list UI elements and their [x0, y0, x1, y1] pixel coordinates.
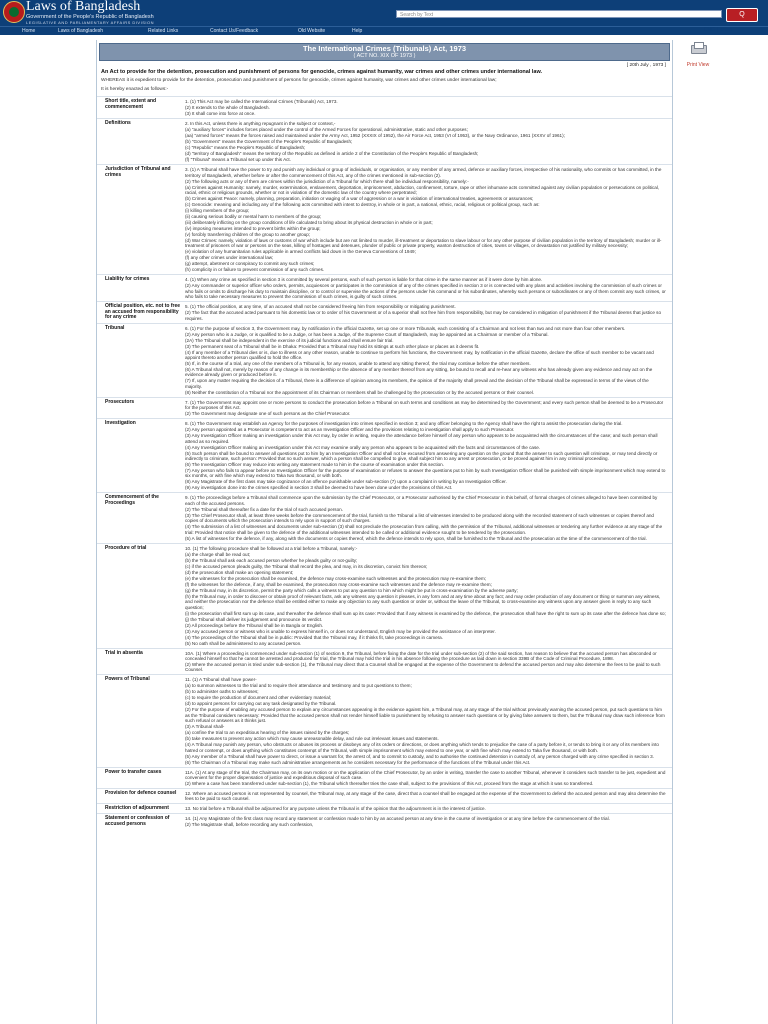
nav-old-website[interactable]: Old Website [298, 28, 326, 34]
section-clause: (2) The Government may designate one of such persons as the Chief Prosecutor. [185, 411, 351, 417]
section-clause: (5) No oath shall be administered to any accused person. [185, 640, 302, 646]
act-number: ( ACT NO. XIX OF 1973 ) [353, 53, 416, 59]
section-title: Procedure of trial [105, 544, 147, 551]
act-date: [ 20th July , 1973 ] [626, 63, 666, 68]
section-clause: (ii) causing serious bodily or mental harm to members of the group; [185, 214, 322, 219]
section-clause: (5) Any member of a Tribunal shall have power to direct, or issue a warrant for, the arrest of, and to commit to custody, and to authorise the continued detention in custody of, any person charged with any crime specified in section 3. [185, 753, 654, 759]
section-body [185, 770, 672, 787]
section-title: Trial in absentia [105, 649, 143, 656]
section-row [97, 788, 672, 803]
section-title: Statement or confession of accused persons [105, 815, 170, 827]
section-clause: (g) the Tribunal may, in its discretion, permit the party which calls a witness to put any question to him which might be put in cross-examination by the adverse party; [185, 587, 518, 593]
section-clause: (a) the charge shall be read out; [185, 551, 251, 557]
lang-english[interactable]: ENG [704, 27, 715, 33]
section-body [185, 806, 672, 812]
section-clause: 1. (1) This Act may be called the International Crimes (Tribunals) Act, 1973. [185, 99, 338, 105]
section-body [185, 651, 672, 674]
section-clause: (a) "auxiliary forces" includes forces placed under the control of the Armed Forces for operational, administrative, static and other purposes; [185, 127, 468, 133]
section-clause: (4) A Tribunal may punish any person, who obstructs or abuses its process or disobeys any of its orders or directions, or does anything which tends to prejudice the case of a party before it, or tends to bring it or any of its members into hatred or contempt, or does anything which constitutes contempt of the Tribunal, with simple imprisonment which may extend to one year, or with fine which may extend to Taka five thousand, or with both. [185, 742, 659, 753]
section-clause: 10. (1) The following procedure shall be followed at a trial before a Tribunal, namely:- [185, 545, 358, 551]
section-row [97, 274, 672, 301]
section-row [97, 492, 672, 542]
section-clause: (i) killing members of the group; [185, 208, 250, 213]
section-clause: (3) It shall come into force at once. [185, 111, 256, 117]
print-view-link[interactable] [678, 42, 718, 68]
section-clause: 5. (1) The official position, at any time, of an accused shall not be considered freeing him from responsibility or mitigating punishment. [185, 304, 456, 310]
section-title: Restriction of adjournment [105, 805, 169, 812]
section-clause: (iii) deliberately inflicting on the group conditions of life calculated to bring about its physical destruction in whole or in part; [185, 220, 433, 225]
section-clause: (b) the Tribunal shall ask each accused person whether he pleads guilty or not-guilty; [185, 557, 358, 563]
section-clause: 8. (1) The Government may establish an Agency for the purposes of investigation into crimes specified in section 3; and any officer belonging to the Agency shall have the right to assist the prosecution during the trial. [185, 421, 623, 427]
section-clause: (3) Any Investigation Officer making an investigation under this Act may, by order in writing, require the attendance before himself of any person who appears to be acquainted with the circumstances of the case; and such person shall attend as so required. [185, 433, 658, 444]
section-clause: (d) War Crimes: namely, violation of laws or customs of war which include but are not limited to murder, ill-treatment or deportation to slave labour or for any other purpose of civilian population in the territory of Bangladesh; murder or ill-treatment of prisoners of war or persons on the seas, killing of hostages and detenues, plunder of public or private property, wanton destruction of cities, towns or villages, or devastation not justified by military necessity; [185, 238, 662, 249]
section-clause: (2) The Magistrate shall, before recording any such confession, [185, 822, 314, 828]
section-clause: 4. (1) When any crime as specified in section 3 is committed by several persons, each of such person is liable for that crime in the same manner as if it were done by him alone. [185, 277, 543, 283]
section-clause: 7. (1) The Government may appoint one or more persons to conduct the prosecution before a Tribunal on such terms and conditions as may be determined by the Government; and every such person shall be deemed to be a Prosecutor for the purposes of this Act. [185, 399, 664, 411]
main-nav [0, 26, 768, 35]
section-clause: (d) to appoint persons for carrying out any task designated by the Tribunal. [185, 701, 337, 707]
section-title: Power to transfer cases [105, 768, 162, 775]
section-clause: (b) "Government" means the Government of the People's Republic of Bangladesh; [185, 139, 353, 145]
act-preamble: WHEREAS it is expedient to provide for the detention, prosecution and punishment of persons for genocide, crimes against humanity, war crimes and other crimes under international law; [101, 78, 497, 83]
section-list [97, 96, 672, 829]
section-clause: (3) The Chief Prosecutor shall, at least three weeks before the commencement of the trial, furnish to the Tribunal a list of witnesses intended to be produced along with the recorded statement of such witnesses or copies thereof and copies of documents which the prosecution intends to rely upon in support of such charges. [185, 512, 654, 524]
act-enacting-clause: It is hereby enacted as follows:- [101, 86, 169, 92]
section-body [185, 99, 672, 117]
section-row [97, 323, 672, 397]
section-row [97, 767, 672, 788]
section-clause: (2) Any commander or superior officer who orders, permits, acquiesces or participates in the commission of any of the crimes specified in section 3 or is connected with any plans and activities involving the commission of such crimes or who fails or omits to discharge his duty to maintain discipline, or to control or supervise the actions of the persons under his command or his subordinates, whereby such persons or subordinates or any of them commit any such crimes, or who fails to take necessary measures to prevent the commission of such crimes, is guilty of such crimes. [185, 283, 666, 300]
site-division: LEGISLATIVE AND PARLIAMENTARY AFFAIRS DIVISION [26, 20, 154, 25]
nav-home[interactable]: Home [22, 28, 36, 34]
section-clause: 11A. (1) At any stage of the trial, the Chairman may, on its own motion or on the application of the Chief Prosecutor, by an order in writing, transfer the case to another Tribunal, whenever it considers such transfer to be just, expedient and convenient for the proper dispensation of justice and expeditious disposal of such case. [185, 769, 666, 780]
section-clause: (c) "Republic" means the People's Republic of Bangladesh; [185, 145, 306, 151]
section-clause: (f) any other crimes under international law; [185, 255, 274, 261]
section-body [185, 304, 672, 321]
section-row [97, 118, 672, 164]
section-clause: (8) Any Magistrate of the first class may take cognizance of an offence punishable under sub-section (7) upon a complaint in writing by an Investigation Officer. [185, 479, 507, 485]
section-clause: (5) Such person shall be bound to answer all questions put to him by an Investigation Officer and shall not be excused from answering any question on the ground that the answer to such question will criminate, or may tend directly or indirectly to criminate, such person: Provided that no such answer, which a person shall be compelled to give, shall subject him to any arrest or prosecution, or be proved against him in any criminal proceeding. [185, 450, 658, 462]
act-long-title: An Act to provide for the detention, prosecution and punishment of persons for genocide, crimes against humanity, war crimes and other crimes under international law. [101, 69, 543, 75]
section-title: Tribunal [105, 324, 125, 331]
section-body [185, 546, 672, 647]
section-clause: 3. (1) A Tribunal shall have the power to try and punish any individual or group of individuals, or organisation, or any member of any armed, defence or auxiliary forces, irrespective of his nationality, who commits or has committed, in the territory of Bangladesh, whether before or after the commencement of this Act, any of the crimes mentioned in sub-section (2). [185, 167, 662, 178]
section-clause: (3) A Tribunal shall- [185, 724, 225, 730]
section-clause: (b) to administer oaths to witnesses; [185, 689, 259, 695]
search-button[interactable]: Q [726, 8, 758, 22]
section-row [97, 813, 672, 829]
section-clause: (j) the Tribunal shall deliver its judgement and pronounce its verdict. [185, 616, 323, 622]
section-clause: (2) Where the accused person is tried under sub-section (1), the Tribunal may direct that a Counsel shall be engaged at the expense of the Government to defend the accused person and may also determine the fees to be paid to such Counsel. [185, 661, 661, 673]
section-clause: (b) Crimes against Peace: namely, planning, preparation, initiation or waging of a war of aggression or a war in violation of international treaties, agreements or assurances; [185, 196, 534, 201]
government-seal-logo[interactable] [3, 1, 25, 23]
section-clause: (2) Any person appointed as a Prosecutor is competent to act as an Investigation Officer and the provisions relating to investigation shall apply to such Prosecutor. [185, 427, 515, 433]
section-clause: (a) confine the trial to an expeditious hearing of the issues raised by the charges; [185, 730, 350, 736]
search-input[interactable]: Search by Text [396, 10, 722, 18]
nav-contact-feedback[interactable]: Contact Us/Feedback [210, 28, 259, 34]
nav-related-links[interactable]: Related Links [148, 28, 179, 34]
section-clause: (2) The Tribunal shall thereafter fix a date for the trial of such accused person. [185, 506, 343, 512]
section-clause: (5) A list of witnesses for the defence, if any, along with the documents or copies thereof, which the defence intends to rely upon, shall be furnished to the Tribunal and the prosecution at the time of the commencement of the trial. [185, 535, 647, 541]
section-clause: (iv) imposing measures intended to prevent births within the group; [185, 226, 321, 231]
section-title: Jurisdiction of Tribunal and crimes [105, 166, 171, 178]
section-body [185, 277, 672, 300]
section-clause: 13. No trial before a Tribunal shall be adjourned for any purpose unless the Tribunal is of the opinion that the adjournment is in the interest of justice. [185, 806, 486, 812]
section-clause: (2) All proceedings before the Tribunal shall be in Bangla or English. [185, 622, 324, 628]
section-clause: (6) A Tribunal shall not, merely by reason of any change in its membership or the absence of any member thereof from any sitting, be bound to recall and re-hear any witness who has already given any evidence and may act on the evidence already given or produced before it. [185, 367, 653, 378]
section-clause: (e) violation of any humanitarian rules applicable in armed conflicts laid down in the Geneva Conventions of 1949; [185, 249, 416, 255]
section-clause: (6) The Chairman of a Tribunal may make such administrative arrangements as he considers necessary for the performance of the functions of the Tribunal under this Act. [185, 759, 531, 765]
section-clause: (5) If, in the course of a trial, any one of the members of a Tribunal is, for any reason, unable to attend any sitting thereof, the trial may continue before the other members. [185, 361, 531, 367]
section-row [97, 96, 672, 118]
section-clause: 2. In this Act, unless there is anything repugnant in the subject or context,- [185, 121, 336, 127]
section-clause: (8) Neither the constitution of a Tribunal nor the appointment of its Chairman or members shall be challenged by the prosecution or by the accused persons or their counsel. [185, 389, 535, 395]
section-row [97, 418, 672, 492]
section-title: Short title, extent and commencement [105, 98, 157, 110]
section-clause: (h) the Tribunal may, in order to discover or obtain proof of relevant facts, ask any witness any question it pleases, in any form and at any time about any fact; and may order production of any document or thing or summon any witness, and neither the prosecution nor the defence shall be entitled either to make any objection to any such question or order or, without the leave of the Tribunal, to cross-examine any witness upon any answer given in reply to any such question; [185, 593, 661, 610]
section-clause: 9. (1) The proceedings before a Tribunal shall commence upon the submission by the Chief Prosecutor, or a Prosecutor authorised by the Chief Prosecutor in this behalf, of formal charges of crimes alleged to have been committed by each of the accused persons. [185, 495, 658, 506]
section-clause: (c) to require the production of document and other evidentiary material; [185, 695, 332, 701]
section-clause: (h) complicity in or failure to prevent commission of any such crimes. [185, 267, 325, 273]
section-row [97, 397, 672, 418]
section-clause: (2) The following acts or any of them are crimes within the jurisdiction of a Tribunal for which there shall be individual responsibility, namely:- [185, 178, 469, 184]
act-title: The International Crimes (Tribunals) Act, 1973 [302, 44, 467, 53]
section-row [97, 543, 672, 648]
section-clause: (c) Genocide: meaning and including any of the following acts committed with intent to destroy, in whole or in part, a national, ethnic, racial, religious or political group, such as: [185, 202, 540, 207]
section-body [185, 791, 672, 802]
section-body [185, 816, 672, 828]
section-clause: (3) The permanent seat of a Tribunal shall be in Dhaka: Provided that a Tribunal may hold its sittings at such other place or places as it deems fit. [185, 343, 480, 349]
section-clause: (4) If any member of a Tribunal dies or is, due to illness or any other reason, unable to continue to perform his functions, the Government may, by notification in the official Gazette, declare the office of such member to be vacant and appoint thereto another person qualified to hold the office. [185, 349, 654, 361]
section-clause: 14. (1) Any Magistrate of the first class may record any statement or confession made to him by an accused person at any time in the course of investigation or at any time before the commencement of the trial. [185, 816, 610, 822]
nav-laws-of-bangladesh[interactable]: Laws of Bangladesh [58, 28, 104, 34]
section-clause: (6) The Investigation Officer may reduce into writing any statement made to him in the course of examination under this section. [185, 462, 444, 468]
section-body [185, 421, 672, 491]
section-body [185, 677, 672, 765]
section-clause: (a) Crimes against Humanity: namely, murder, extermination, enslavement, deportation, imprisonment, abduction, confinement, torture, rape or other inhumane acts committed against any civilian population or persecutions on political, racial, ethnic or religious grounds, whether or not in violation of the domestic law of the country where perpetrated; [185, 184, 660, 195]
section-clause: 12. Where an accused person is not represented by counsel, the Tribunal may, at any stage of the case, direct that a counsel shall be engaged at the expense of the Government to defend the accused person and may also determine the fees to be paid to such counsel. [185, 790, 666, 802]
section-clause: (2) For the purpose of enabling any accused person to explain any circumstances appearing in the evidence against him, a Tribunal may, at any stage of the trial without previously warning the accused person, put such questions to him as the Tribunal considers necessary: Provided that the accused person shall not render himself liable to punishment by refusing to answer such questions or by giving false answers to them, but the Tribunal may draw such inference from such refusal or answers as it thinks just. [185, 707, 665, 724]
site-subtitle: Government of the People's Republic of Bangladesh [26, 14, 154, 20]
printer-icon[interactable] [689, 42, 707, 53]
section-clause: (3) Any accused person or witness who is unable to express himself in, or does not understand, English may be provided the assistance of an interpreter. [185, 628, 496, 634]
section-body [185, 121, 672, 163]
section-clause: (4) Any Investigation Officer making an investigation under this Act may examine orally any person who appears to be acquainted with the facts and circumstances of the case. [185, 444, 541, 450]
section-body [185, 167, 672, 273]
section-clause: (f) the witnesses for the defence, if any, shall be examined, the prosecution may cross-examine such witnesses and the defence may re-examine them; [185, 581, 492, 587]
section-row [97, 164, 672, 274]
section-row [97, 301, 672, 322]
section-clause: (b) take measures to prevent any action which may cause unreasonable delay, and rule out irrelevant issues and statements. [185, 736, 439, 742]
section-clause: (g) attempt, abetment or conspiracy to commit any such crimes; [185, 261, 315, 267]
section-title: Powers of Tribunal [105, 676, 150, 683]
language-switch: ENG | বাংলা [704, 27, 732, 33]
section-clause: 10A. (1) Where a proceeding is commenced under sub-section (1) of section 9, the Tribunal, before fixing the date for the trial under sub-section (2) of the said section, has reason to believe that the accused person has absconded or concealed himself so that he cannot be arrested and produced for trial, the Tribunal may hold the trial in his absence following the procedure as laid down in section 339B of the Code of Criminal Procedure, 1898. [185, 650, 657, 661]
section-title: Prosecutors [105, 398, 135, 405]
section-clause: (2) It extends to the whole of Bangladesh. [185, 105, 270, 111]
section-body [185, 400, 672, 417]
section-title: Official position, etc. not to free an accused from responsibility for any crime [105, 303, 181, 321]
section-body [185, 495, 672, 541]
section-clause: (d) the prosecution shall make an opening statement; [185, 569, 294, 575]
section-clause: (9) Any investigation done into the crimes specified in section 3 shall be deemed to have been done under the provisions of this Act. [185, 485, 453, 491]
section-body [185, 326, 672, 396]
section-clause: (i) the prosecution shall first sum up its case, and thereafter the defence shall sum up its case: Provided that if any witness is examined by the defence, the prosecution shall have the right to sum up its case after the defence has done so; [185, 610, 666, 616]
section-clause: (f) "Tribunal" means a Tribunal set up under this Act. [185, 157, 291, 163]
section-clause: (7) If, upon any matter requiring the decision of a Tribunal, there is a difference of opinion among its members, the opinion of the majority shall prevail and the decision of the Tribunal shall be expressed in terms of the views of the majority. [185, 378, 649, 389]
act-content [96, 40, 673, 1024]
section-title: Provision for defence counsel [105, 789, 177, 796]
lang-bangla[interactable]: বাংলা [720, 27, 732, 33]
nav-help[interactable]: Help [352, 28, 363, 34]
section-clause: (c) if the accused person pleads guilty, the Tribunal shall record the plea, and may, in its discretion, convict him thereon; [185, 563, 428, 569]
section-clause: (v) forcibly transferring children of the group to another group; [185, 232, 311, 237]
section-title: Investigation [105, 420, 136, 427]
section-clause: (2A) The Tribunal shall be independent in the exercise of its judicial functions and shall ensure fair trial. [185, 337, 394, 343]
section-clause: (2) Where a case has been transferred under sub-section (1), the Tribunal which thereafter tries the case shall, subject to the provisions of this Act, proceed from the stage at which it was so transferred. [185, 780, 594, 786]
section-clause: 11. (1) A Tribunal shall have power- [185, 677, 257, 683]
section-title: Commencement of the Proceedings [105, 494, 159, 507]
section-clause: (d) "territory of Bangladesh" means the territory of the Republic as defined in article 2 of the Constitution of the People's Republic of Bangladesh; [185, 151, 479, 157]
section-clause: (2) Any person who is a Judge, or is qualified to be a Judge, or has been a Judge, of the Supreme Court of Bangladesh, may be appointed as a Chairman or member of a Tribunal. [185, 331, 549, 337]
section-clause: (4) The proceedings of the Tribunal shall be in public: Provided that the Tribunal may, if it thinks fit, take proceedings in camera. [185, 634, 443, 640]
section-clause: (4) The submission of a list of witnesses and documents under sub-section (3) shall not preclude the prosecution from calling, with the permission of the Tribunal, additional witnesses or tendering any further evidence at any stage of the trial: Provided that notice shall be given to the defence of the additional witnesses intended to be called or additional evidence sought to be tendered by the prosecution. [185, 524, 663, 535]
section-title: Liability for crimes [105, 276, 150, 283]
site-header [0, 0, 768, 26]
section-clause: (aa) "armed forces" means the forces raised and maintained under the Army Act, 1952 (XXXIX of 1952), the Air Force Act, 1953 (VI of 1953), or the Navy Ordinance, 1961 (XXXV of 1961); [185, 133, 565, 139]
section-title: Definitions [105, 120, 131, 127]
section-clause: (2) The fact that the accused acted pursuant to his domestic law or to order of his Government or of a superior shall not free him from responsibility, but may be considered in mitigation of punishment if the Tribunal deems that justice so requires. [185, 310, 662, 321]
act-header [99, 43, 670, 61]
section-clause: (7) Any person who fails to appear before an Investigation Officer for the purpose of examination or refuses to answer the questions put to him by such Investigation Officer shall be punished with simple imprisonment which may extend to six months, or with fine which may extend to Taka two thousand, or with both. [185, 468, 666, 479]
section-clause: (a) to summon witnesses to the trial and to require their attendance and testimony and to put questions to them; [185, 683, 412, 689]
section-clause: (e) the witnesses for the prosecution shall be examined, the defence may cross-examine such witnesses and the prosecution may re-examine them; [185, 575, 487, 581]
print-view-label[interactable]: Print View [686, 62, 710, 68]
site-title[interactable]: Laws of Bangladesh [26, 0, 141, 14]
section-row [97, 648, 672, 675]
section-clause: 6. (1) For the purpose of section 3, the Government may, by notification in the official Gazette, set up one or more Tribunals, each consisting of a Chairman and not less than two and not more than four other members. [185, 325, 626, 331]
section-row [97, 674, 672, 766]
section-row [97, 803, 672, 813]
